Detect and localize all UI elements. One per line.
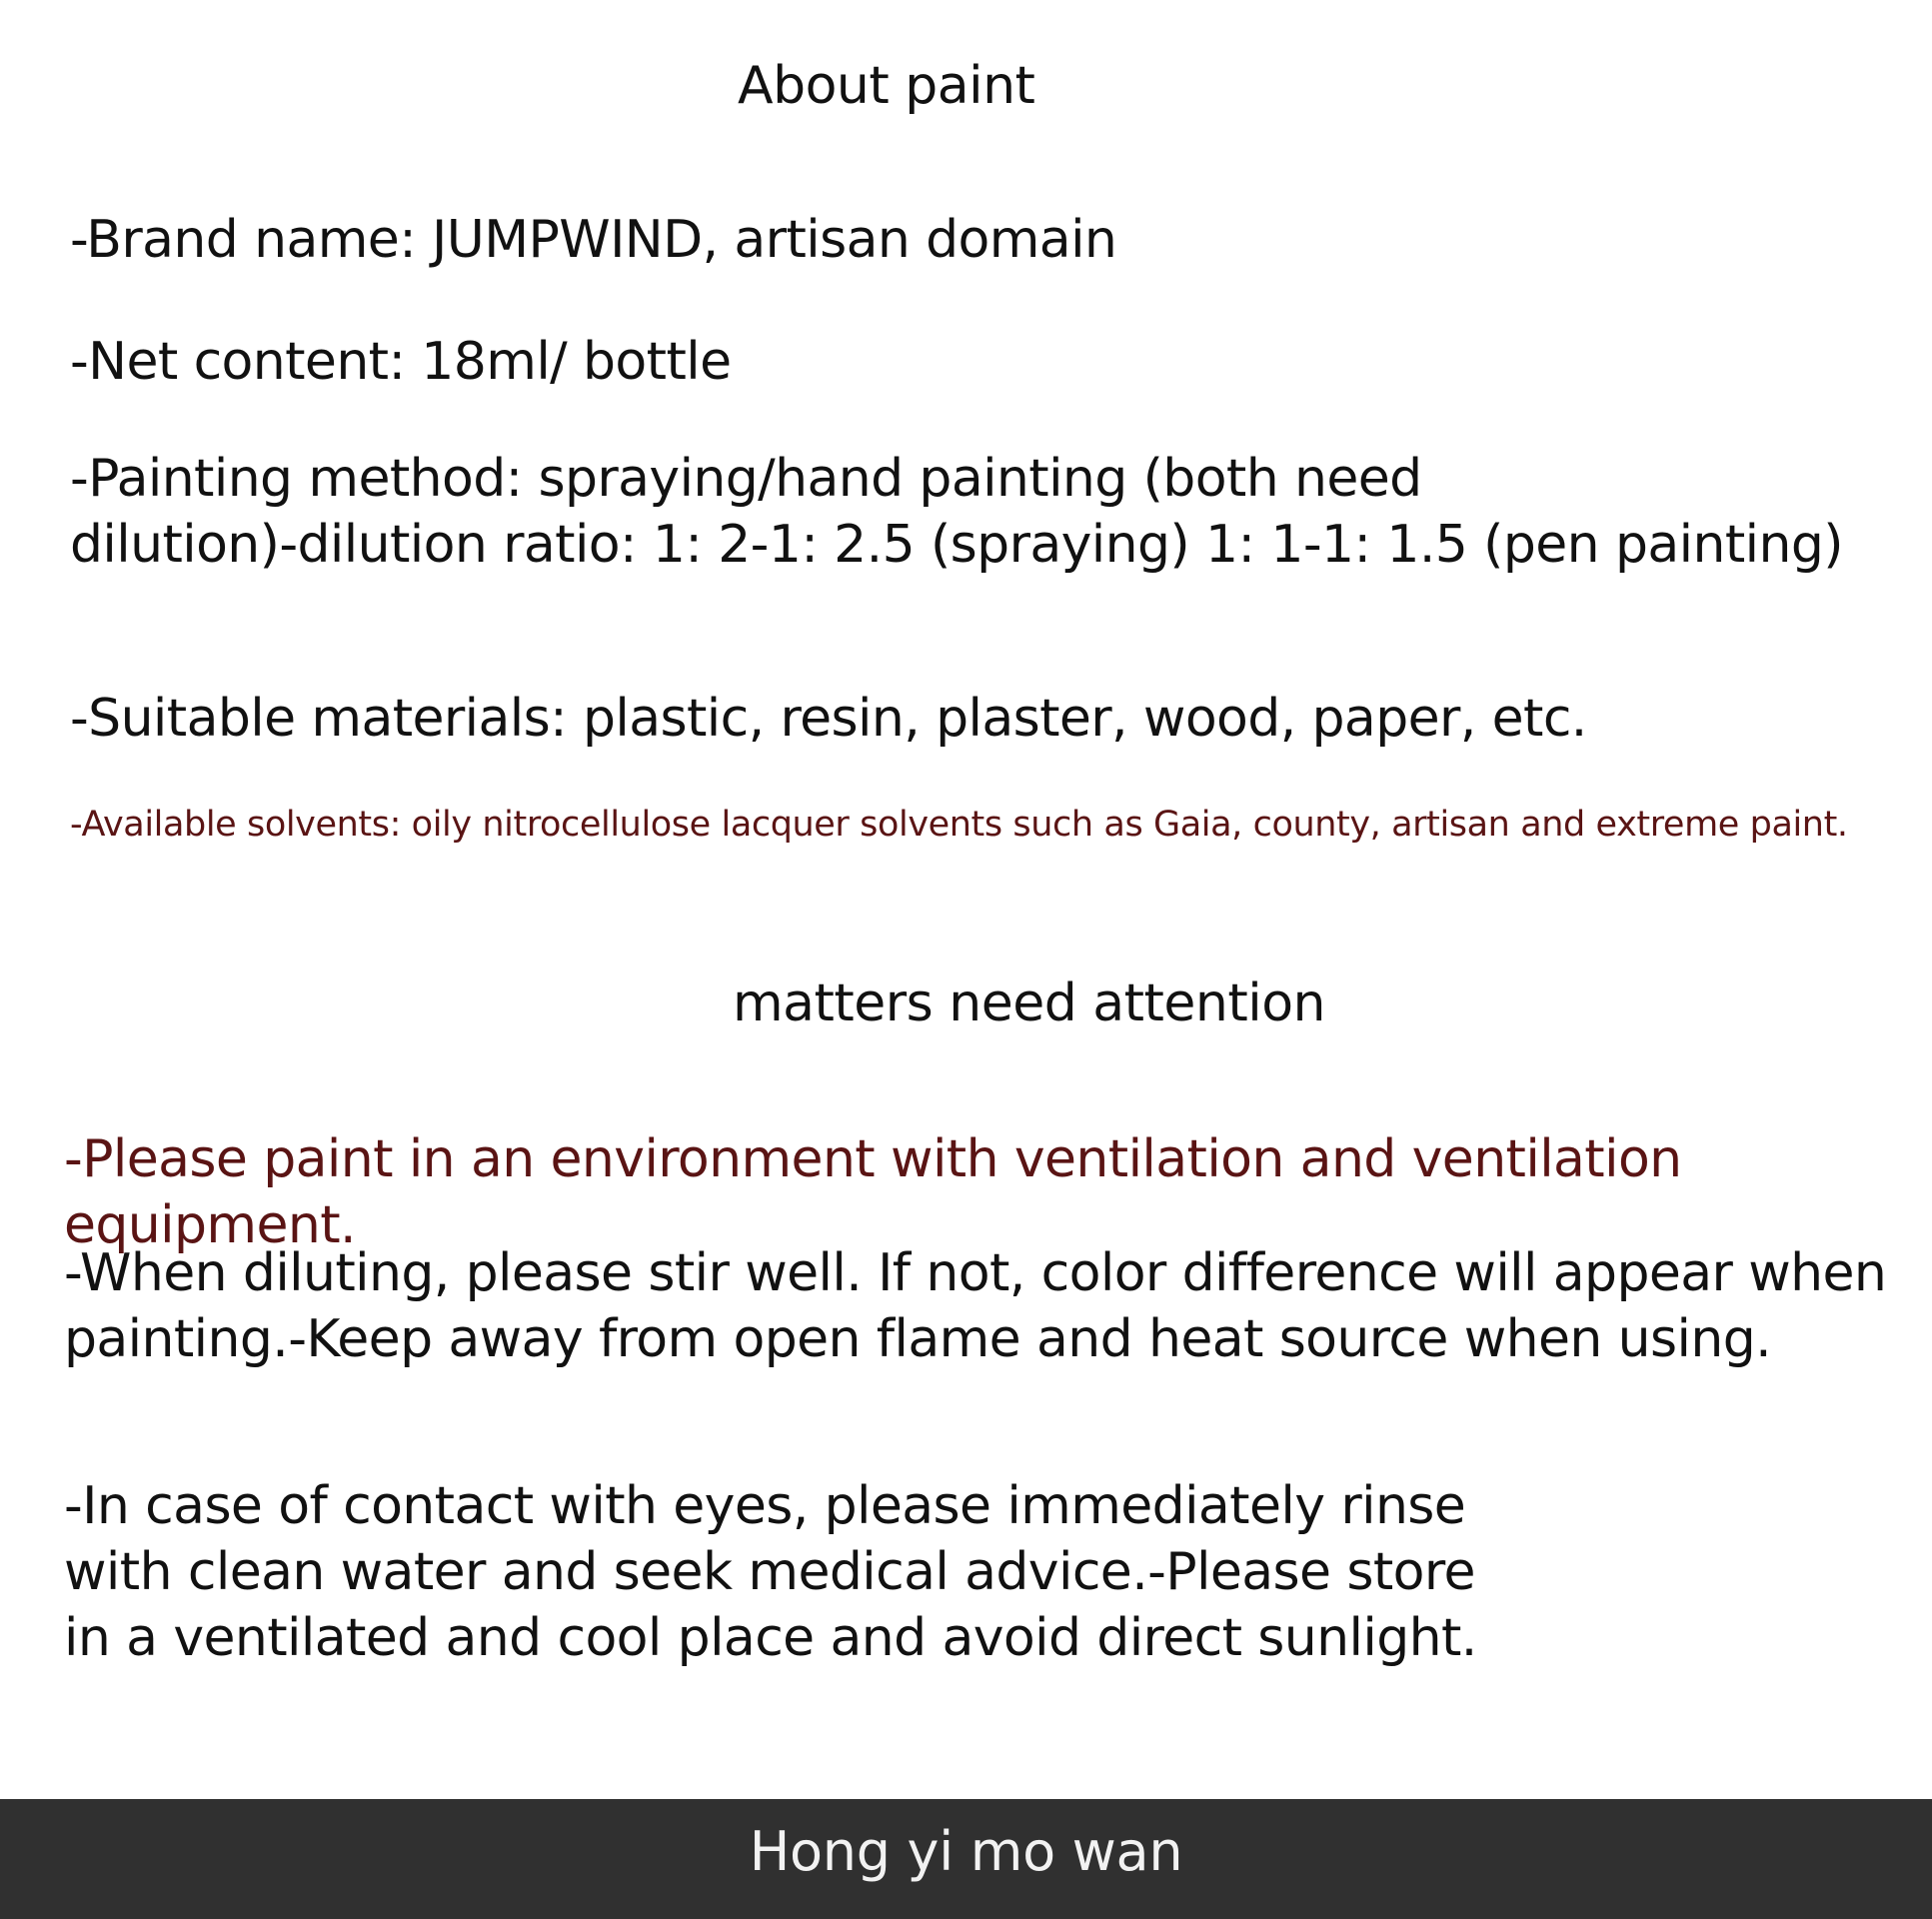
ventilation-warning-line: -Please paint in an environment with ventilation and ventilation equipment. [64, 1129, 1682, 1255]
diluting-warning-line: -When diluting, please stir well. If not, color difference will appear when painting.-Keep away from open flame and heat source when using. [64, 1243, 1887, 1369]
attention-title: matters need attention [733, 973, 1325, 1033]
brand-name-line: -Brand name: JUMPWIND, artisan domain [70, 210, 1117, 270]
painting-method-line: -Painting method: spraying/hand painting (both need dilution)-dilution ratio: 1: 2-1: 2.5 (spraying) 1: 1-1: 1.5 (pen painting) [70, 449, 1843, 575]
footer-bar [0, 1799, 1932, 1919]
about-paint-title: About paint [738, 56, 1035, 116]
available-solvents-line: -Available solvents: oily nitrocellulose lacquer solvents such as Gaia, county, artisan and extreme paint. [70, 805, 1848, 845]
net-content-line: -Net content: 18ml/ bottle [70, 332, 732, 392]
eye-contact-warning-line: -In case of contact with eyes, please immediately rinse with clean water and seek medical advice.-Please store in a ventilated and cool place and avoid direct sunlight. [64, 1476, 1477, 1668]
suitable-materials-line: -Suitable materials: plastic, resin, plaster, wood, paper, etc. [70, 689, 1587, 749]
footer-brand-text: Hong yi mo wan [749, 1820, 1183, 1883]
